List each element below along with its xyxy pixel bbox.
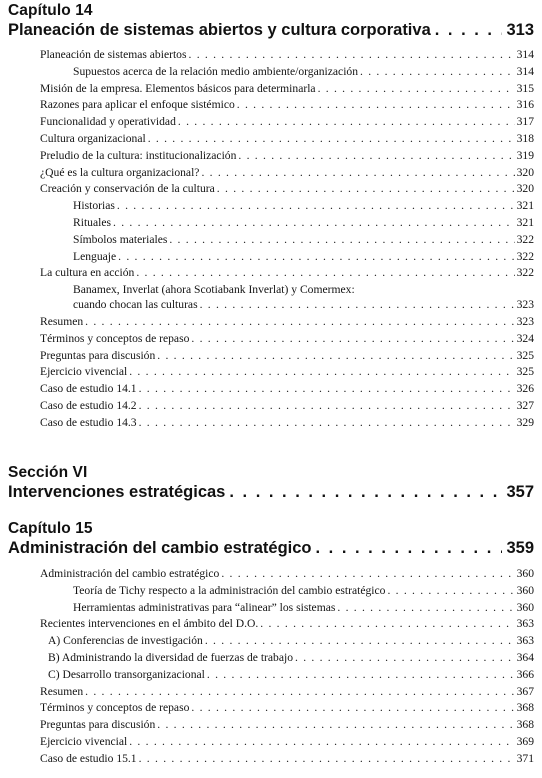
chapter-label: Capítulo 14 xyxy=(8,2,93,19)
entry-title: Preludio de la cultura: institucionalización xyxy=(40,148,237,162)
chapter-title: Administración del cambio estratégico xyxy=(8,539,312,557)
toc-entry[interactable] xyxy=(40,348,534,365)
toc-entry[interactable] xyxy=(40,314,534,331)
dot-leader xyxy=(118,249,514,266)
entry-title: Lenguaje xyxy=(73,249,117,263)
entry-title: cuando chocan las culturas xyxy=(73,298,198,312)
entry-title: C) Desarrollo transorganizacional xyxy=(48,667,205,681)
entry-title: Caso de estudio 14.2 xyxy=(40,398,137,412)
toc-entry[interactable] xyxy=(40,81,534,98)
entry-page: 367 xyxy=(516,684,534,698)
toc-entry[interactable] xyxy=(40,114,534,131)
toc-subentry[interactable] xyxy=(40,650,534,667)
dot-leader xyxy=(207,667,515,684)
toc-entry[interactable] xyxy=(40,734,534,751)
dot-leader xyxy=(387,583,514,600)
entry-page: 371 xyxy=(516,751,534,765)
entry-title: Creación y conservación de la cultura xyxy=(40,182,215,196)
entry-title: Supuestos acerca de la relación medio ambiente/organización xyxy=(73,64,359,78)
toc-entry[interactable] xyxy=(40,47,534,64)
entry-page: 324 xyxy=(516,331,534,345)
entry-title: Términos y conceptos de repaso xyxy=(40,331,190,345)
dot-leader xyxy=(237,97,515,114)
entry-title: Caso de estudio 15.1 xyxy=(40,751,137,765)
dot-leader xyxy=(435,20,503,40)
entry-page: 322 xyxy=(516,249,534,263)
entry-title: Recientes intervenciones en el ámbito del D.O. xyxy=(40,617,259,631)
toc-entry[interactable] xyxy=(40,717,534,734)
entry-page: 363 xyxy=(516,617,534,631)
toc-entry[interactable] xyxy=(40,398,534,415)
toc-subentry[interactable] xyxy=(40,215,534,232)
chapter-title: Planeación de sistemas abiertos y cultura corporativa xyxy=(8,21,431,39)
entry-title: Preguntas para discusión xyxy=(40,718,156,732)
dot-leader xyxy=(157,348,514,365)
chapter-14-heading xyxy=(8,2,534,40)
toc-entry[interactable] xyxy=(40,97,534,114)
section-title-row[interactable] xyxy=(8,482,534,502)
chapter-15-heading xyxy=(8,520,534,558)
entry-title: Cultura organizacional xyxy=(40,131,146,145)
toc-entry[interactable] xyxy=(40,364,534,381)
dot-leader xyxy=(178,114,515,131)
dot-leader xyxy=(139,398,515,415)
entry-page: 320 xyxy=(516,165,534,179)
toc-entry[interactable] xyxy=(40,131,534,148)
chapter-title-row[interactable] xyxy=(8,20,534,40)
entry-title: Misión de la empresa. Elementos básicos para determinarla xyxy=(40,81,316,95)
entry-page: 321 xyxy=(516,215,534,229)
toc-entry[interactable] xyxy=(40,331,534,348)
entry-page: 322 xyxy=(516,232,534,246)
entry-title: Funcionalidad y operatividad xyxy=(40,115,176,129)
dot-leader xyxy=(337,600,514,617)
dot-leader xyxy=(205,633,515,650)
entry-page: 319 xyxy=(516,148,534,162)
entry-title: Preguntas para discusión xyxy=(40,348,156,362)
dot-leader xyxy=(139,381,515,398)
entry-title: Rituales xyxy=(73,215,111,229)
dot-leader xyxy=(221,566,514,583)
page-number: 313 xyxy=(506,21,534,39)
toc-entry[interactable] xyxy=(40,265,534,282)
entry-title: Caso de estudio 14.3 xyxy=(40,415,137,429)
chapter-label: Capítulo 15 xyxy=(8,520,93,537)
toc-entry[interactable] xyxy=(40,165,534,182)
dot-leader xyxy=(129,734,514,751)
dot-leader xyxy=(217,181,515,198)
toc-entry[interactable] xyxy=(40,148,534,165)
dot-leader xyxy=(157,717,514,734)
entry-title: Herramientas administrativas para “alinear” los sistemas xyxy=(73,600,336,614)
toc-subentry[interactable] xyxy=(40,583,534,600)
entry-page: 364 xyxy=(516,650,534,664)
entry-title: Símbolos materiales xyxy=(73,232,168,246)
entry-title: Caso de estudio 14.1 xyxy=(40,382,137,396)
toc-entry[interactable] xyxy=(40,616,534,633)
entry-page: 320 xyxy=(516,182,534,196)
toc-subentry[interactable] xyxy=(40,232,534,249)
toc-entry[interactable] xyxy=(40,751,534,768)
toc-subentry[interactable] xyxy=(40,64,534,81)
entry-title: ¿Qué es la cultura organizacional? xyxy=(40,165,200,179)
entry-title: Teoría de Tichy respecto a la administración del cambio estratégico xyxy=(73,583,386,597)
dot-leader xyxy=(238,148,514,165)
section-label: Sección VI xyxy=(8,464,88,481)
entry-title: Historias xyxy=(73,199,115,213)
entry-page: 360 xyxy=(516,583,534,597)
entry-page: 366 xyxy=(516,667,534,681)
entry-page: 327 xyxy=(516,398,534,412)
dot-leader xyxy=(85,314,514,331)
toc-entry[interactable] xyxy=(40,566,534,583)
toc-subentry[interactable] xyxy=(40,282,534,297)
dot-leader xyxy=(139,415,515,432)
entry-title: Administración del cambio estratégico xyxy=(40,567,220,580)
entry-page: 368 xyxy=(516,701,534,715)
entry-title: Términos y conceptos de repaso xyxy=(40,701,190,715)
entry-title: Resumen xyxy=(40,684,84,698)
entry-page: 321 xyxy=(516,199,534,213)
dot-leader xyxy=(139,751,515,768)
entry-page: 317 xyxy=(516,115,534,129)
dot-leader xyxy=(191,331,514,348)
entry-title: Resumen xyxy=(40,314,84,328)
entry-page: 360 xyxy=(516,600,534,614)
toc-subentry[interactable] xyxy=(40,198,534,215)
chapter-title-row[interactable] xyxy=(8,538,534,558)
entry-page: 314 xyxy=(516,48,534,61)
section-title: Intervenciones estratégicas xyxy=(8,483,226,501)
entry-title: A) Conferencias de investigación xyxy=(48,634,203,648)
page-number: 359 xyxy=(506,539,534,557)
section-6-heading xyxy=(8,464,534,502)
dot-leader xyxy=(200,297,515,314)
entry-page: 323 xyxy=(516,314,534,328)
entry-page: 314 xyxy=(516,64,534,78)
entry-page: 323 xyxy=(516,298,534,312)
dot-leader xyxy=(136,265,514,282)
dot-leader xyxy=(191,700,514,717)
toc-entry[interactable] xyxy=(40,700,534,717)
dot-leader xyxy=(169,232,514,249)
page-number: 357 xyxy=(506,483,534,501)
entry-page: 325 xyxy=(516,365,534,379)
dot-leader xyxy=(316,538,503,558)
toc-entry[interactable] xyxy=(40,181,534,198)
dot-leader xyxy=(113,215,515,232)
entry-title: La cultura en acción xyxy=(40,266,135,280)
toc-entry[interactable] xyxy=(40,684,534,701)
entry-title: Planeación de sistemas abiertos xyxy=(40,48,187,61)
dot-leader xyxy=(148,131,515,148)
toc-subentry[interactable] xyxy=(40,297,534,314)
dot-leader xyxy=(295,650,515,667)
entry-page: 318 xyxy=(516,131,534,145)
entry-page: 369 xyxy=(516,734,534,748)
entry-page: 315 xyxy=(516,81,534,95)
dot-leader xyxy=(129,364,514,381)
entry-page: 316 xyxy=(516,98,534,112)
entry-title: Razones para aplicar el enfoque sistémico xyxy=(40,98,235,112)
entry-page: 325 xyxy=(516,348,534,362)
dot-leader xyxy=(85,684,514,701)
entry-page: 368 xyxy=(516,718,534,732)
dot-leader xyxy=(229,482,502,502)
toc-entry[interactable] xyxy=(40,415,534,432)
entry-page: 360 xyxy=(516,567,534,580)
dot-leader xyxy=(189,47,515,64)
entry-title: Ejercicio vivencial xyxy=(40,734,128,748)
toc-subentry[interactable] xyxy=(40,600,534,617)
dot-leader xyxy=(360,64,515,81)
dot-leader xyxy=(260,616,514,633)
entry-page: 322 xyxy=(516,266,534,280)
entry-title: B) Administrando la diversidad de fuerzas de trabajo xyxy=(48,650,294,664)
entry-page: 363 xyxy=(516,634,534,648)
chapter-14-entries xyxy=(40,47,534,432)
toc-subentry[interactable] xyxy=(40,249,534,266)
dot-leader xyxy=(117,198,515,215)
entry-title: Banamex, Inverlat (ahora Scotiabank Inverlat) y Comermex: xyxy=(73,283,355,297)
toc-subentry[interactable] xyxy=(40,633,534,650)
entry-page: 329 xyxy=(516,415,534,429)
toc-entry[interactable] xyxy=(40,381,534,398)
dot-leader xyxy=(318,81,515,98)
chapter-15-entries xyxy=(40,566,534,768)
entry-title: Ejercicio vivencial xyxy=(40,365,128,379)
dot-leader xyxy=(201,165,514,182)
toc-subentry[interactable] xyxy=(40,667,534,684)
entry-page: 326 xyxy=(516,382,534,396)
